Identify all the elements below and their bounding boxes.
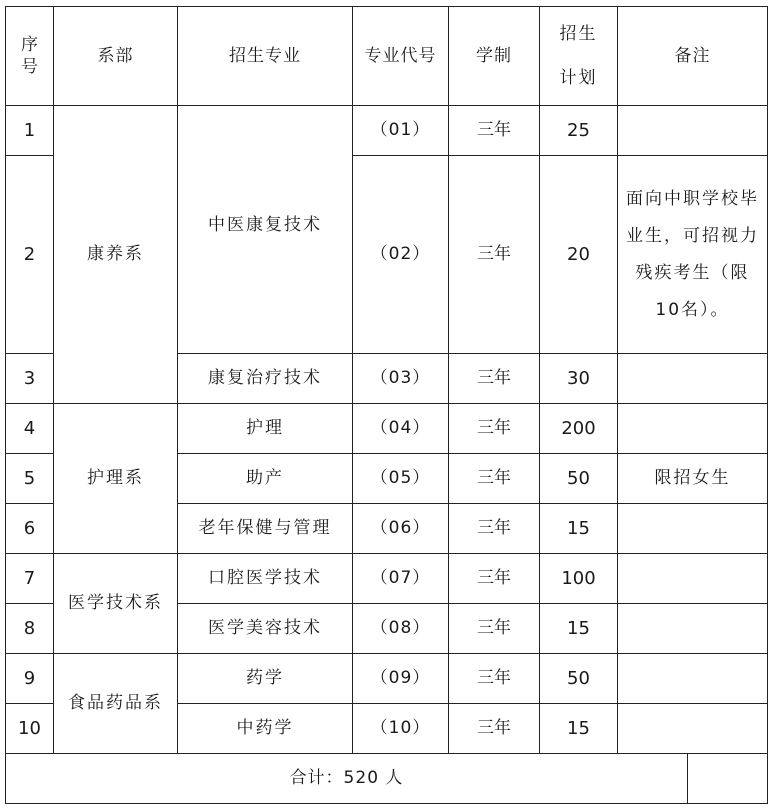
cell-duration: 三年: [449, 156, 540, 354]
cell-code: （07）: [353, 554, 449, 604]
cell-seq: 10: [6, 704, 54, 754]
cell-code: （06）: [353, 504, 449, 554]
header-row: [6, 7, 768, 106]
cell-duration: 三年: [449, 654, 540, 704]
cell-duration: 三年: [449, 504, 540, 554]
cell-seq: 3: [6, 354, 54, 404]
cell-remark: [618, 654, 768, 704]
cell-remark: [618, 604, 768, 654]
cell-plan: 30: [540, 354, 618, 404]
cell-major: 老年保健与管理: [178, 504, 353, 554]
cell-major: 护理: [178, 404, 353, 454]
cell-seq: 8: [6, 604, 54, 654]
table-row: [6, 404, 768, 454]
header-plan: 招生计划: [540, 7, 618, 106]
cell-seq: 9: [6, 654, 54, 704]
cell-seq: 1: [6, 106, 54, 156]
cell-dept: 护理系: [54, 404, 178, 554]
cell-major: 康复治疗技术: [178, 354, 353, 404]
cell-remark: [618, 504, 768, 554]
cell-code: （03）: [353, 354, 449, 404]
cell-major: 医学美容技术: [178, 604, 353, 654]
cell-remark: 限招女生: [618, 454, 768, 504]
cell-code: （01）: [353, 106, 449, 156]
cell-plan: 15: [540, 704, 618, 754]
cell-code: （08）: [353, 604, 449, 654]
cell-dept: 医学技术系: [54, 554, 178, 654]
table-row: [6, 654, 768, 704]
cell-plan: 200: [540, 404, 618, 454]
cell-remark: [618, 106, 768, 156]
cell-duration: 三年: [449, 404, 540, 454]
cell-duration: 三年: [449, 554, 540, 604]
total-empty-cell: [688, 754, 768, 804]
cell-code: （02）: [353, 156, 449, 354]
cell-code: （09）: [353, 654, 449, 704]
header-dept: 系部: [54, 7, 178, 106]
cell-duration: 三年: [449, 354, 540, 404]
table-row: [6, 106, 768, 156]
cell-dept: 食品药品系: [54, 654, 178, 754]
cell-plan: 50: [540, 654, 618, 704]
cell-major: 口腔医学技术: [178, 554, 353, 604]
table-row: [6, 554, 768, 604]
cell-major: 助产: [178, 454, 353, 504]
cell-seq: 2: [6, 156, 54, 354]
header-code: 专业代号: [353, 7, 449, 106]
header-seq: 序号: [6, 7, 54, 106]
header-remark: 备注: [618, 7, 768, 106]
cell-major: 中医康复技术: [178, 106, 353, 354]
cell-dept: 康养系: [54, 106, 178, 404]
header-duration: 学制: [449, 7, 540, 106]
cell-duration: 三年: [449, 604, 540, 654]
cell-code: （10）: [353, 704, 449, 754]
enrollment-plan-table: [5, 6, 768, 804]
cell-code: （05）: [353, 454, 449, 504]
cell-seq: 4: [6, 404, 54, 454]
cell-seq: 6: [6, 504, 54, 554]
cell-plan: 100: [540, 554, 618, 604]
cell-duration: 三年: [449, 106, 540, 156]
cell-plan: 50: [540, 454, 618, 504]
cell-duration: 三年: [449, 704, 540, 754]
cell-plan: 15: [540, 504, 618, 554]
cell-major: 药学: [178, 654, 353, 704]
cell-plan: 20: [540, 156, 618, 354]
cell-major: 中药学: [178, 704, 353, 754]
cell-seq: 5: [6, 454, 54, 504]
cell-code: （04）: [353, 404, 449, 454]
total-row: [6, 754, 768, 804]
cell-remark: [618, 554, 768, 604]
cell-remark: [618, 404, 768, 454]
cell-plan: 15: [540, 604, 618, 654]
total-cell: 合计：520 人: [6, 754, 688, 804]
cell-remark: [618, 354, 768, 404]
cell-remark: [618, 704, 768, 754]
cell-seq: 7: [6, 554, 54, 604]
cell-duration: 三年: [449, 454, 540, 504]
header-major: 招生专业: [178, 7, 353, 106]
cell-plan: 25: [540, 106, 618, 156]
cell-remark: 面向中职学校毕业生，可招视力残疾考生（限10名）。: [618, 156, 768, 354]
